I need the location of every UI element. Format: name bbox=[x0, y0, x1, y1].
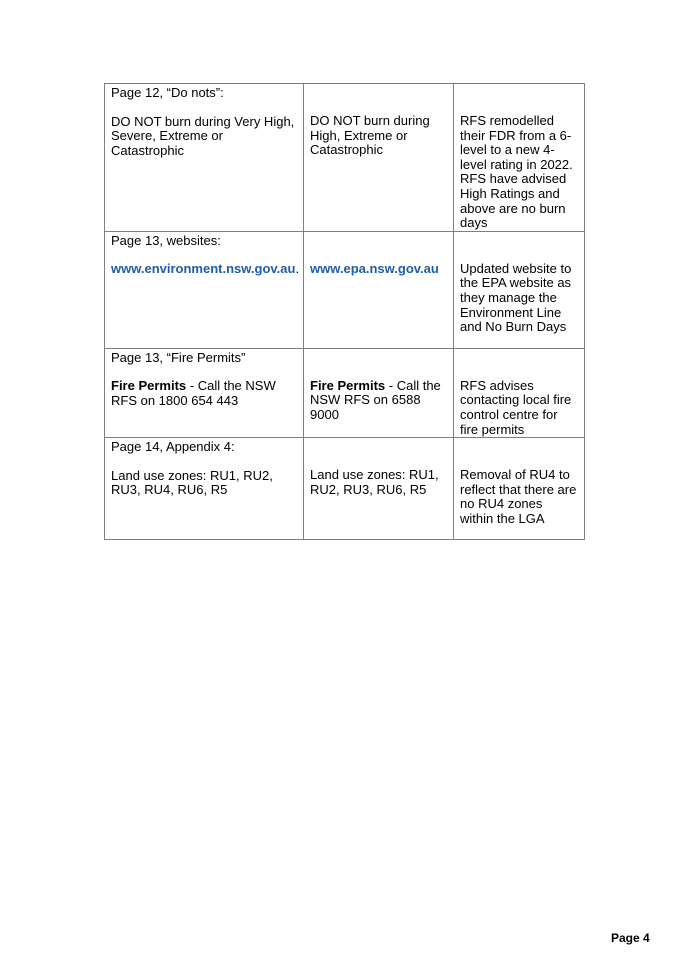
table-row bbox=[105, 84, 585, 232]
table-cell-amended bbox=[304, 84, 454, 232]
table-cell-original bbox=[105, 84, 304, 232]
cell-text: - Call the NSW RFS on 1800 654 443 bbox=[111, 378, 276, 408]
cell-text: Updated website to the EPA website as they manage the Environment Line and No Burn Days bbox=[460, 260, 572, 335]
cell-heading: Page 12, “Do nots”: bbox=[111, 85, 224, 100]
cell-text: DO NOT burn during High, Extreme or Catastrophic bbox=[310, 113, 430, 158]
cell-heading: Page 14, Appendix 4: bbox=[111, 439, 235, 455]
cell-text: Land use zones: RU1, RU2, RU3, RU4, RU6, R5 bbox=[111, 467, 273, 498]
table-cell-reason bbox=[454, 231, 585, 348]
table-row bbox=[105, 438, 585, 540]
epa-website-link[interactable]: www.epa.nsw.gov.au bbox=[310, 260, 439, 276]
table-cell-original bbox=[105, 438, 304, 540]
table-cell-reason bbox=[454, 84, 585, 232]
cell-text: RFS advises contacting local fire control centre for fire permits bbox=[460, 377, 572, 437]
cell-text: Removal of RU4 to reflect that there are no RU4 zones within the LGA bbox=[460, 467, 577, 526]
cell-heading: Page 13, websites: bbox=[111, 232, 221, 248]
cell-bold-text: Fire Permits bbox=[111, 378, 187, 394]
table-cell-reason bbox=[454, 348, 585, 437]
table-row bbox=[105, 231, 585, 348]
cell-text: DO NOT burn during Very High, Severe, Extreme or Catastrophic bbox=[111, 113, 295, 158]
table-cell-amended bbox=[304, 438, 454, 540]
amendments-table bbox=[104, 83, 585, 540]
table-cell-amended bbox=[304, 231, 454, 348]
cell-heading: Page 13, “Fire Permits” bbox=[111, 349, 246, 365]
cell-text: - Call the NSW RFS on 6588 9000 bbox=[310, 377, 441, 422]
environment-website-link[interactable]: www.environment.nsw.gov.au bbox=[111, 261, 296, 277]
page-number: Page 4 bbox=[611, 931, 650, 945]
table-cell-amended bbox=[304, 348, 454, 437]
table-cell-reason bbox=[454, 438, 585, 540]
cell-text: RFS remodelled their FDR from a 6-level to a new 4-level rating in 2022. RFS have advised High Ratings and above are no burn days bbox=[460, 113, 573, 231]
table-cell-original bbox=[105, 348, 304, 437]
table-row bbox=[105, 348, 585, 437]
cell-bold-text: Fire Permits bbox=[310, 377, 386, 393]
table-cell-original bbox=[105, 231, 304, 348]
cell-text: Land use zones: RU1, RU2, RU3, RU6, R5 bbox=[310, 467, 439, 497]
link-suffix: . bbox=[295, 261, 300, 277]
